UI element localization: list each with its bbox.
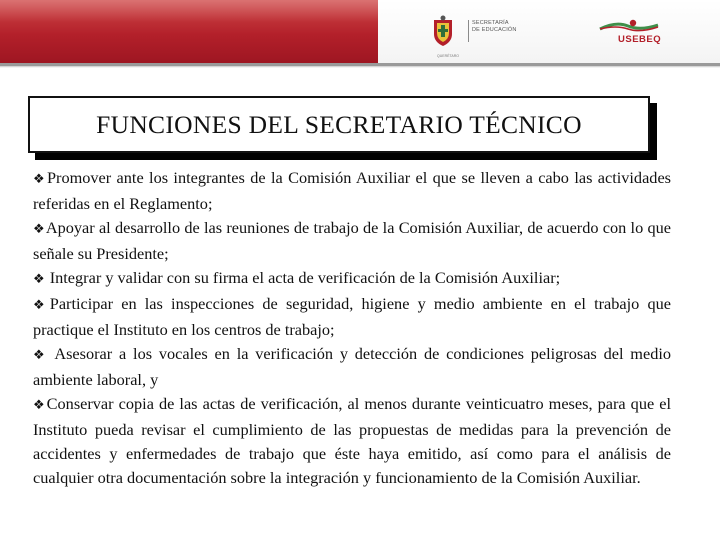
diamond-bullet-icon: ❖ <box>33 272 45 287</box>
diamond-bullet-icon: ❖ <box>33 298 49 313</box>
list-item <box>33 216 671 266</box>
list-item-text: Apoyar al desarrollo de las reuniones de trabajo de la Comisión Auxiliar, de acuerdo con lo que señale su Presidente; <box>33 218 671 263</box>
list-item <box>33 166 671 216</box>
usebeq-wordmark: USEBEQ <box>618 34 662 45</box>
usebeq-logo <box>596 17 676 49</box>
list-item-text: Participar en las inspecciones de seguridad, higiene y medio ambiente en el trabajo que practique el Instituto en los centros de trabajo; <box>33 294 671 339</box>
header-band <box>0 0 720 68</box>
list-item-text: Asesorar a los vocales en la verificación y detección de condiciones peligrosas del medio ambiente laboral, y <box>33 344 671 389</box>
header-divider-thin <box>0 66 720 67</box>
diamond-bullet-icon: ❖ <box>33 398 46 413</box>
list-item <box>33 266 671 292</box>
secretaria-text <box>472 20 542 34</box>
diamond-bullet-icon: ❖ <box>33 348 48 363</box>
secretaria-line1: SECRETARÍA <box>472 20 509 26</box>
title-box <box>28 96 650 153</box>
secretaria-logo <box>428 14 538 58</box>
queretaro-crest-icon <box>428 14 458 54</box>
logo-divider <box>468 20 469 42</box>
bullet-list <box>33 166 671 490</box>
list-item-text: Integrar y validar con su firma el acta de verificación de la Comisión Auxiliar; <box>45 268 561 287</box>
list-item <box>33 292 671 342</box>
diamond-bullet-icon: ❖ <box>33 222 45 237</box>
header-red-band <box>0 0 378 63</box>
diamond-bullet-icon: ❖ <box>33 172 46 187</box>
page-title: FUNCIONES DEL SECRETARIO TÉCNICO <box>96 109 582 139</box>
list-item <box>33 392 671 490</box>
crest-caption: QUERÉTARO <box>437 54 459 58</box>
list-item-text: Promover ante los integrantes de la Comisión Auxiliar el que se lleven a cabo las actividades referidas en el Reglamento; <box>33 168 672 213</box>
list-item <box>33 342 671 392</box>
list-item-text: Conservar copia de las actas de verificación, al menos durante veinticuatro meses, para que el Instituto pueda revisar el cumplimiento de las propuestas de medidas para la prevención de accidentes y enfermedades de trabajo que éste haya emitido, así como para el análisis de cualquier otra documentación sobre la integración y funcionamiento de la Comisión Auxiliar. <box>33 394 672 487</box>
secretaria-line2: DE EDUCACIÓN <box>472 27 517 33</box>
